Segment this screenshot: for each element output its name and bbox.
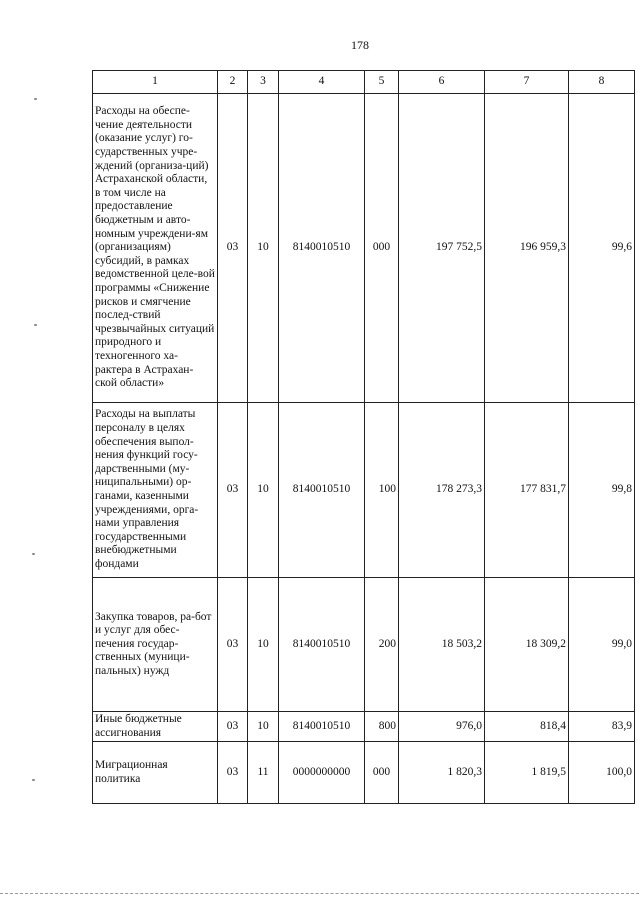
header-row	[93, 71, 635, 94]
column-header: 5	[365, 71, 399, 94]
cell-actual-amount: 18 309,2	[485, 578, 569, 712]
row-description: Иные бюджетные ассигнования	[93, 712, 218, 742]
cell-percent: 100,0	[569, 742, 635, 804]
cell-target-article: 0000000000	[279, 742, 365, 804]
cell-section: 03	[218, 403, 248, 578]
row-description: Закупка товаров, ра-бот и услуг для обес-печения государ-ственных (муници-пальных) нужд	[93, 578, 218, 712]
cell-target-article: 8140010510	[279, 578, 365, 712]
scan-speck	[32, 553, 35, 555]
cell-actual-amount: 1 819,5	[485, 742, 569, 804]
table-row	[93, 712, 635, 742]
cell-actual-amount: 818,4	[485, 712, 569, 742]
cell-subsection: 10	[248, 403, 279, 578]
cell-expense-type: 100	[365, 403, 399, 578]
cell-expense-type: 000	[365, 742, 399, 804]
cell-section: 03	[218, 712, 248, 742]
cell-target-article: 8140010510	[279, 712, 365, 742]
scan-speck	[34, 324, 37, 326]
cell-section: 03	[218, 94, 248, 403]
cell-planned-amount: 1 820,3	[399, 742, 485, 804]
cell-planned-amount: 178 273,3	[399, 403, 485, 578]
column-header: 4	[279, 71, 365, 94]
page-bottom-rule	[0, 893, 639, 894]
table-row	[93, 94, 635, 403]
cell-section: 03	[218, 742, 248, 804]
column-header: 2	[218, 71, 248, 94]
column-header: 7	[485, 71, 569, 94]
cell-planned-amount: 976,0	[399, 712, 485, 742]
cell-subsection: 11	[248, 742, 279, 804]
table-row	[93, 742, 635, 804]
cell-percent: 99,6	[569, 94, 635, 403]
scan-speck	[34, 98, 37, 100]
cell-target-article: 8140010510	[279, 403, 365, 578]
cell-actual-amount: 177 831,7	[485, 403, 569, 578]
cell-planned-amount: 18 503,2	[399, 578, 485, 712]
column-header: 1	[93, 71, 218, 94]
cell-subsection: 10	[248, 578, 279, 712]
cell-section: 03	[218, 578, 248, 712]
cell-planned-amount: 197 752,5	[399, 94, 485, 403]
cell-actual-amount: 196 959,3	[485, 94, 569, 403]
scan-speck	[32, 779, 35, 781]
cell-expense-type: 200	[365, 578, 399, 712]
cell-subsection: 10	[248, 712, 279, 742]
cell-percent: 99,8	[569, 403, 635, 578]
cell-target-article: 8140010510	[279, 94, 365, 403]
cell-subsection: 10	[248, 94, 279, 403]
cell-expense-type: 800	[365, 712, 399, 742]
row-description: Расходы на выплаты персоналу в целях обеспечения выпол-нения функций госу-дарственными (му-ниципальными) ор-ганами, казенными учреждениями, орга-нами управления государственными внебюджетными фондами	[93, 403, 218, 578]
cell-percent: 99,0	[569, 578, 635, 712]
row-description: Миграционная политика	[93, 742, 218, 804]
column-header: 8	[569, 71, 635, 94]
cell-expense-type: 000	[365, 94, 399, 403]
row-description: Расходы на обеспе-чение деятельности (оказание услуг) го-сударственных учре-ждений (организа-ций) Астраханской области, в том числе на предоставление бюджетным и авто-номным учреждени-ям (организациям) субсидий, в рамках ведомственной целе-вой программы «Снижение рисков и смягчение послед-ствий чрезвычайных ситуаций природного и техногенного ха-рактера в Астрахан-ской области»	[93, 94, 218, 403]
table-row	[93, 578, 635, 712]
table-row	[93, 403, 635, 578]
column-header: 3	[248, 71, 279, 94]
cell-percent: 83,9	[569, 712, 635, 742]
budget-execution-table	[92, 70, 635, 804]
column-header: 6	[399, 71, 485, 94]
page-number: 178	[351, 38, 369, 52]
